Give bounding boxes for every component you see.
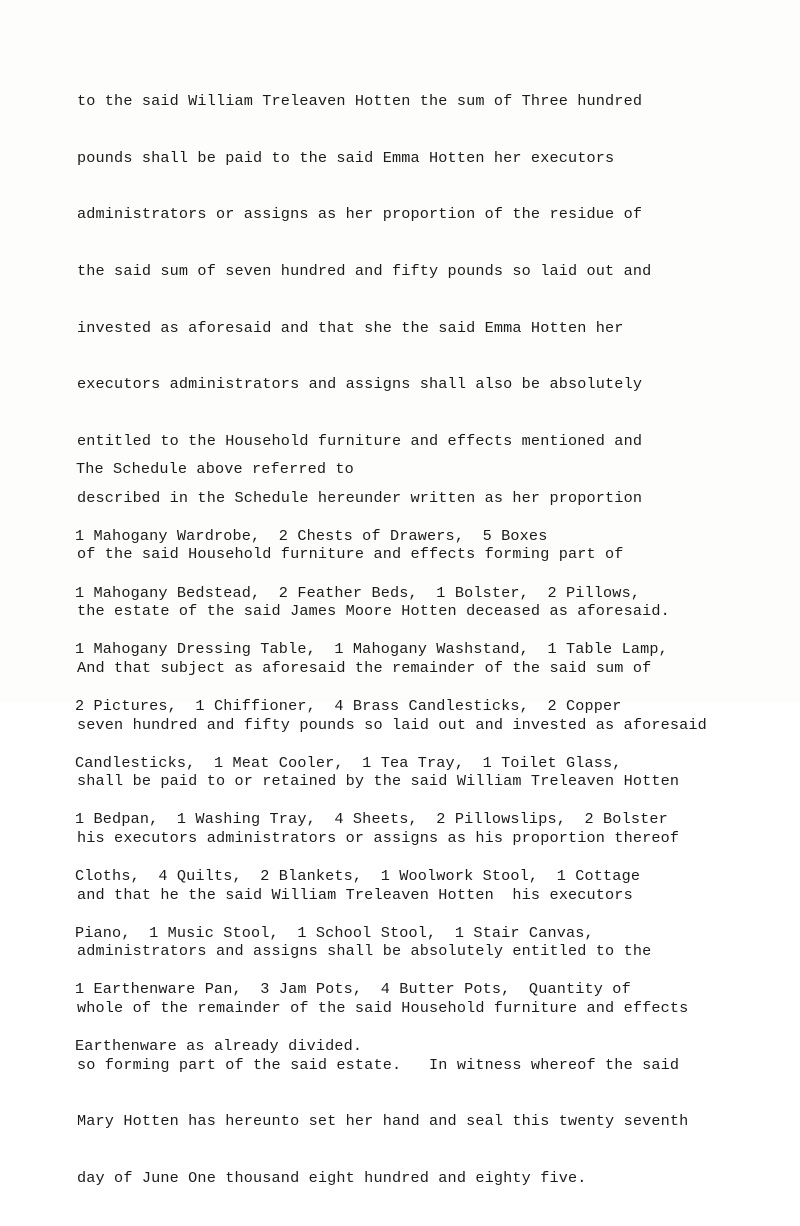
body-line: administrators or assigns as her proportion of the residue of	[77, 205, 643, 224]
schedule-heading: The Schedule above referred to	[76, 460, 354, 478]
body-line: his executors administrators or assigns as his proportion thereof	[77, 828, 680, 847]
body-line: Mary Hotten has hereunto set her hand and seal this twenty seventh	[77, 1112, 689, 1131]
body-line: And that subject as aforesaid the remainder of the said sum of	[77, 658, 652, 677]
schedule-line: 1 Mahogany Bedstead, 2 Feather Beds, 1 Bolster, 2 Pillows,	[75, 583, 641, 602]
body-line: the said sum of seven hundred and fifty pounds so laid out and	[77, 261, 652, 280]
body-line: administrators and assigns shall be absolutely entitled to the	[77, 942, 652, 961]
schedule-line: Cloths, 4 Quilts, 2 Blankets, 1 Woolwork Stool, 1 Cottage	[75, 867, 641, 886]
body-line: whole of the remainder of the said Household furniture and effects	[77, 999, 689, 1018]
schedule-line: 1 Earthenware Pan, 3 Jam Pots, 4 Butter Pots, Quantity of	[75, 980, 631, 999]
schedule-line: Candlesticks, 1 Meat Cooler, 1 Tea Tray, 1 Toilet Glass,	[75, 753, 622, 772]
body-line: seven hundred and fifty pounds so laid out and invested as aforesaid	[77, 715, 707, 734]
schedule-line: 1 Mahogany Dressing Table, 1 Mahogany Washstand, 1 Table Lamp,	[75, 640, 668, 659]
body-line: executors administrators and assigns shall also be absolutely	[77, 375, 643, 394]
body-line: and that he the said William Treleaven Hotten his executors	[77, 885, 633, 904]
body-line: day of June One thousand eight hundred and eighty five.	[77, 1169, 587, 1188]
body-line: described in the Schedule hereunder written as her proportion	[77, 488, 643, 507]
body-line: of the said Household furniture and effects forming part of	[77, 545, 624, 564]
schedule-line: 1 Mahogany Wardrobe, 2 Chests of Drawers, 5 Boxes	[75, 526, 548, 545]
schedule-list	[75, 489, 668, 1094]
schedule-line: 2 Pictures, 1 Chiffioner, 4 Brass Candlesticks, 2 Copper	[75, 696, 622, 715]
schedule-line: Piano, 1 Music Stool, 1 School Stool, 1 Stair Canvas,	[75, 923, 594, 942]
body-line: entitled to the Household furniture and effects mentioned and	[77, 432, 643, 451]
body-line: invested as aforesaid and that she the said Emma Hotten her	[77, 318, 624, 337]
body-line: pounds shall be paid to the said Emma Hotten her executors	[77, 148, 615, 167]
schedule-line: 1 Bedpan, 1 Washing Tray, 4 Sheets, 2 Pillowslips, 2 Bolster	[75, 810, 668, 829]
body-line: shall be paid to or retained by the said William Treleaven Hotten	[77, 772, 680, 791]
body-line: so forming part of the said estate. In witness whereof the said	[77, 1055, 680, 1074]
body-line: to the said William Treleaven Hotten the sum of Three hundred	[77, 91, 643, 110]
schedule-line: Earthenware as already divided.	[75, 1037, 363, 1056]
body-line: the estate of the said James Moore Hotten deceased as aforesaid.	[77, 602, 670, 621]
